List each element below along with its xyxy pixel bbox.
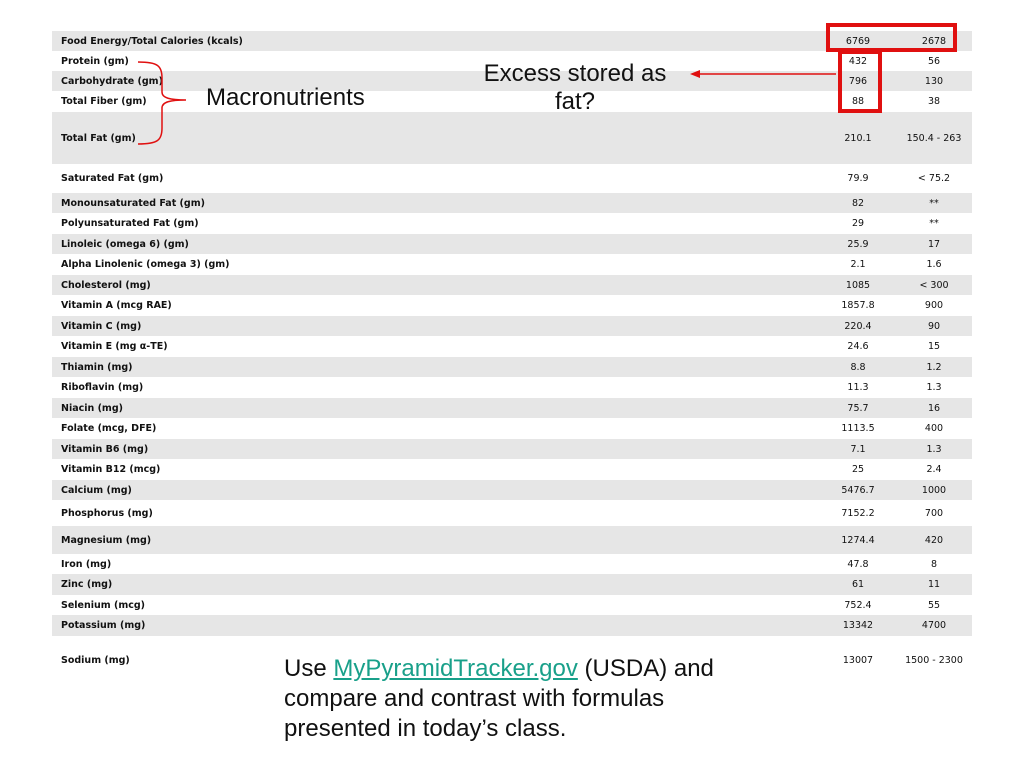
intake-value-cell: 752.4 [820,595,896,615]
intake-value-cell: 6769 [820,31,896,51]
intake-value-cell: 11.3 [820,377,896,398]
recommended-value-cell: 1.3 [896,377,972,398]
intake-value-cell: 47.8 [820,554,896,574]
recommended-value-cell: 1500 - 2300 [896,636,972,685]
nutrient-name-cell: Cholesterol (mg) [52,275,820,295]
recommended-value-cell: 17 [896,234,972,254]
recommended-value-cell: < 75.2 [896,164,972,193]
intake-value-cell: 2.1 [820,254,896,275]
recommended-value-cell: 130 [896,71,972,91]
recommended-value-cell: 1.6 [896,254,972,275]
recommended-value-cell: 400 [896,418,972,439]
recommended-value-cell: 90 [896,316,972,336]
recommended-value-cell: 150.4 - 263 [896,112,972,164]
intake-value-cell: 61 [820,574,896,595]
nutrient-name-cell: Vitamin E (mg α-TE) [52,336,820,357]
footer-prefix: Use [284,655,334,682]
recommended-value-cell: 38 [896,91,972,112]
intake-value-cell: 1274.4 [820,526,896,554]
nutrient-name-cell: Vitamin C (mg) [52,316,820,336]
recommended-value-cell: 700 [896,500,972,526]
nutrient-name-cell: Vitamin A (mcg RAE) [52,295,820,316]
nutrient-name-cell: Vitamin B6 (mg) [52,439,820,459]
intake-value-cell: 1857.8 [820,295,896,316]
intake-value-cell: 13007 [820,636,896,685]
excess-arrow-head [690,70,700,78]
recommended-value-cell: 11 [896,574,972,595]
nutrient-name-cell: Linoleic (omega 6) (gm) [52,234,820,254]
intake-value-cell: 210.1 [820,112,896,164]
nutrient-name-cell: Polyunsaturated Fat (gm) [52,213,820,234]
recommended-value-cell: 900 [896,295,972,316]
nutrient-name-cell: Potassium (mg) [52,615,820,636]
nutrient-name-cell: Monounsaturated Fat (gm) [52,193,820,213]
intake-value-cell: 82 [820,193,896,213]
recommended-value-cell: < 300 [896,275,972,295]
intake-value-cell: 88 [820,91,896,112]
nutrient-name-cell: Protein (gm) [52,51,820,71]
nutrient-name-cell: Vitamin B12 (mcg) [52,459,820,480]
nutrient-name-cell: Selenium (mcg) [52,595,820,615]
excess-stored-label: Excess stored as fat? [483,60,667,115]
nutrient-name-cell: Total Fat (gm) [52,112,820,164]
nutrient-name-cell: Zinc (mg) [52,574,820,595]
intake-value-cell: 1113.5 [820,418,896,439]
recommended-value-cell: ** [896,193,972,213]
recommended-value-cell: 56 [896,51,972,71]
nutrient-name-cell: Folate (mcg, DFE) [52,418,820,439]
mypyramidtracker-link[interactable]: MyPyramidTracker.gov [333,655,578,682]
nutrient-name-cell: Phosphorus (mg) [52,500,820,526]
nutrient-name-cell: Saturated Fat (gm) [52,164,820,193]
intake-value-cell: 1085 [820,275,896,295]
intake-value-cell: 25 [820,459,896,480]
intake-value-cell: 7152.2 [820,500,896,526]
recommended-value-cell: 1.2 [896,357,972,377]
intake-value-cell: 75.7 [820,398,896,418]
intake-value-cell: 7.1 [820,439,896,459]
intake-value-cell: 220.4 [820,316,896,336]
nutrient-name-cell: Niacin (mg) [52,398,820,418]
nutrient-name-cell: Riboflavin (mg) [52,377,820,398]
recommended-value-cell: 2.4 [896,459,972,480]
recommended-value-cell: 1.3 [896,439,972,459]
intake-value-cell: 13342 [820,615,896,636]
recommended-value-cell: ** [896,213,972,234]
intake-value-cell: 29 [820,213,896,234]
macronutrients-label: Macronutrients [206,84,365,111]
recommended-value-cell: 55 [896,595,972,615]
nutrient-name-cell: Calcium (mg) [52,480,820,500]
nutrient-name-cell: Thiamin (mg) [52,357,820,377]
nutrient-name-cell: Carbohydrate (gm) [52,71,820,91]
footer-suffix: (USDA) and compare and contrast with formulas presented in today’s class. [284,655,714,742]
nutrient-name-cell: Alpha Linolenic (omega 3) (gm) [52,254,820,275]
intake-value-cell: 25.9 [820,234,896,254]
intake-value-cell: 24.6 [820,336,896,357]
recommended-value-cell: 1000 [896,480,972,500]
recommended-value-cell: 8 [896,554,972,574]
intake-value-cell: 8.8 [820,357,896,377]
nutrient-name-cell: Total Fiber (gm) [52,91,820,112]
intake-value-cell: 432 [820,51,896,71]
macronutrients-brace [138,62,186,144]
recommended-value-cell: 16 [896,398,972,418]
intake-value-cell: 796 [820,71,896,91]
footer-note [284,654,724,744]
nutrient-name-cell: Iron (mg) [52,554,820,574]
recommended-value-cell: 15 [896,336,972,357]
nutrient-name-cell: Sodium (mg) [52,636,820,685]
recommended-value-cell: 2678 [896,31,972,51]
recommended-value-cell: 420 [896,526,972,554]
nutrient-name-cell: Magnesium (mg) [52,526,820,554]
intake-value-cell: 79.9 [820,164,896,193]
nutrient-name-cell: Food Energy/Total Calories (kcals) [52,31,820,51]
intake-value-cell: 5476.7 [820,480,896,500]
recommended-value-cell: 4700 [896,615,972,636]
